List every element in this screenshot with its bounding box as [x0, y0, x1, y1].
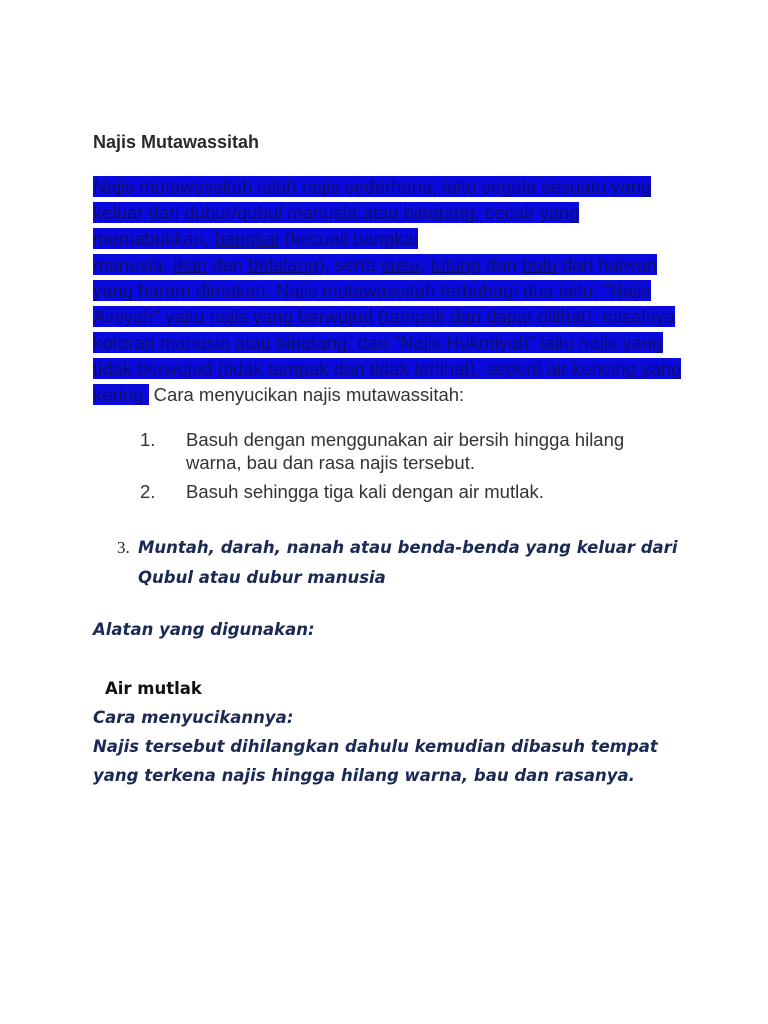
definition-paragraph	[93, 174, 683, 408]
item-three-text: Muntah, darah, nanah atau benda-benda yang keluar dari Qubul atau dubur manusia	[138, 538, 678, 587]
link-tulang[interactable]: tulang	[430, 254, 481, 275]
item-three-number: 3.	[117, 538, 130, 557]
cara-label: Cara menyucikannya:	[93, 708, 294, 727]
list-number: 1.	[140, 429, 156, 450]
cleaning-steps-list	[93, 428, 683, 503]
highlighted-text: dan	[480, 254, 522, 275]
list-item	[93, 480, 683, 503]
link-susu[interactable]: susu	[381, 254, 421, 275]
link-bulu[interactable]: bulu	[521, 254, 557, 275]
alatan-label: Alatan yang digunakan:	[93, 620, 315, 639]
highlighted-text: (kecuali bangkai	[279, 228, 418, 249]
list-item	[93, 428, 683, 474]
highlighted-text: ), serta	[318, 254, 381, 275]
highlighted-text: Najis mutawassitah ialah najis sederhana, iaitu segala sesuatu yang keluar dari dubur/qubul manusia atau binatang, cecair yang memabukkan,	[93, 176, 652, 249]
highlighted-text: ,	[420, 254, 431, 275]
list-text: Basuh sehingga tiga kali dengan air mutlak.	[186, 481, 544, 502]
highlighted-text: dan	[207, 254, 249, 275]
item-three	[93, 533, 683, 593]
plain-text: Cara menyucikan najis mutawassitah:	[148, 384, 465, 405]
page-title: Najis Mutawassitah	[93, 132, 260, 152]
highlighted-text: manusia,	[93, 254, 174, 275]
link-bangkai[interactable]: bangkai	[214, 228, 280, 249]
link-ikan[interactable]: ikan	[173, 254, 208, 275]
link-belalang[interactable]: belalang	[248, 254, 319, 275]
list-text: Basuh dengan menggunakan air bersih hingga hilang warna, bau dan rasa najis tersebut.	[186, 429, 625, 473]
highlighted-text: dari haiwan yang haram dimakan. Najis mutawassitah terbahagi dua iaitu: "Najis Ainiyah" yaitu najis yang berwujud (tampak dan dapat dilihat), misalnya kotoran manusia atau binatang; dan "Najis Hukmiyah" iaitu najis yang tidak berwujud (tidak tampak dan tidak terlihat), seperti air kencing yang kering.	[93, 254, 682, 405]
cara-text: Najis tersebut dihilangkan dahulu kemudian dibasuh tempat yang terkena najis hingga hilang warna, bau dan rasanya.	[93, 737, 658, 785]
air-mutlak-text: Air mutlak	[105, 679, 202, 698]
document-page	[93, 128, 683, 790]
list-number: 2.	[140, 481, 156, 502]
